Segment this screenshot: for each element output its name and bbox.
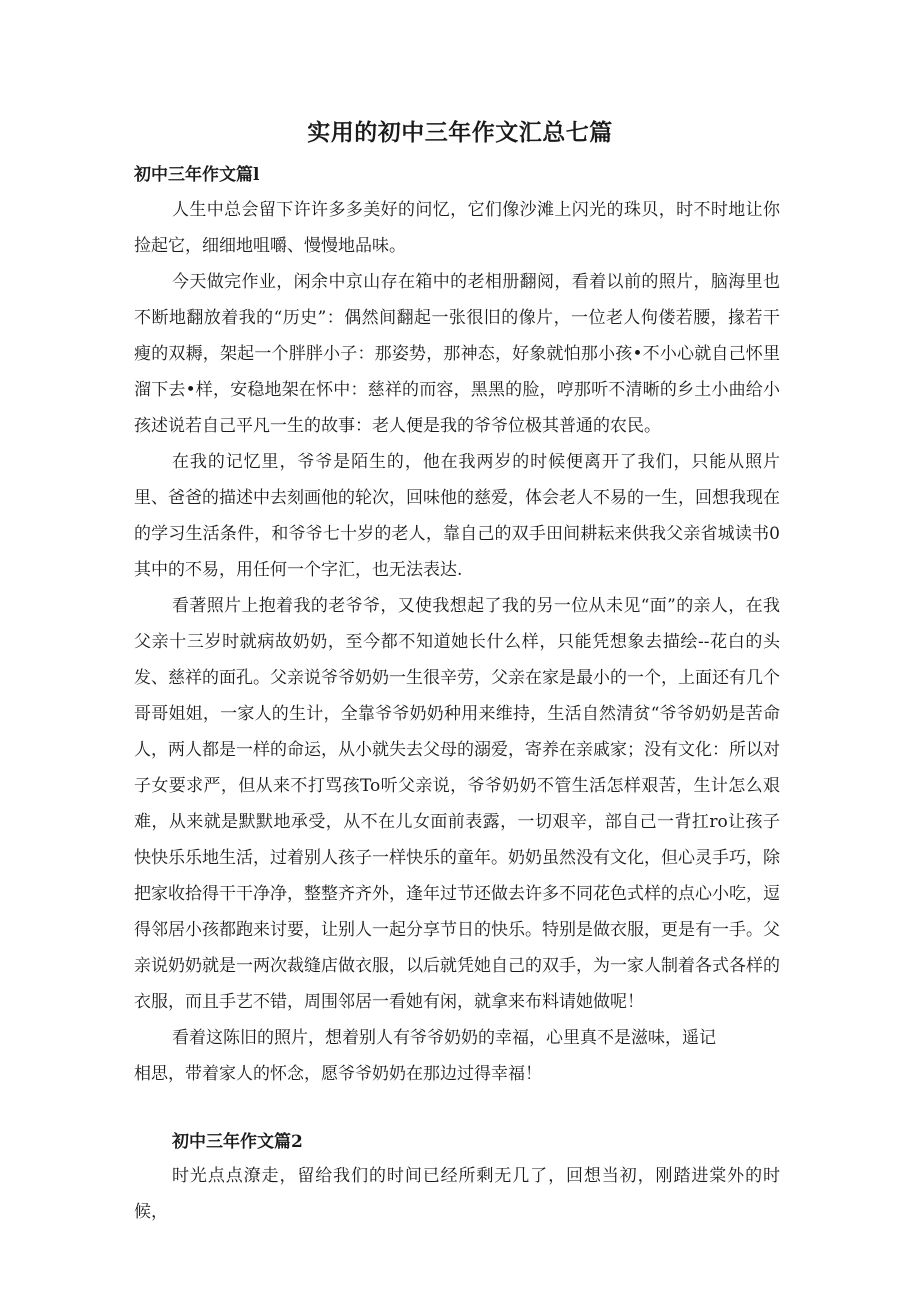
paragraph: 时光点点潦走，留给我们的时间已经所剩无几了，回想当初，刚踏进棠外的时候， [134, 1166, 780, 1222]
document-title: 实用的初中三年作文汇总七篇 [307, 120, 613, 146]
closing-paragraph-line-1: 看着这陈旧的照片，想着别人有爷爷奶奶的幸福，心里真不是滋味，遥记 [172, 1028, 716, 1048]
paragraph: 在我的记忆里，爷爷是陌生的，他在我两岁的时候便离开了我们，只能从照片里、爸爸的描述中去刻画他的轮次，回味他的慈爱，体会老人不易的一生，回想我现在的学习生活条件，和爷爷七十岁的老人，靠自己的双手田间耕耘来供我父亲省城读书0其中的不易，用任何一个字汇，也无法表达. [134, 452, 780, 580]
paragraph: 看著照片上抱着我的老爷爷，又使我想起了我的另一位从未见“面”的亲人，在我父亲十三岁时就病故奶奶，至今都不知道她长什么样，只能凭想象去描绘--花白的头发、慈祥的面孔。父亲说爷爷奶奶一生很辛劳，父亲在家是最小的一个，上面还有几个哥哥姐姐，一家人的生计，全靠爷爷奶奶种用来维持，生活自然清贫“爷爷奶奶是苦命人，两人都是一样的命运，从小就失去父母的溺爱，寄养在亲戚家；没有文化：所以对子女要求严，但从来不打骂孩To听父亲说，爷爷奶奶不管生活怎样艰苦，生计怎么艰难，从来就是默默地承受，从不在儿女面前表露，一切艰辛，部自己一背扛ro让孩子快快乐乐地生活，过着别人孩子一样快乐的童年。奶奶虽然没有文化，但心灵手巧，除把家收拾得干干净净，整整齐齐外，逢年过节还做去许多不同花色式样的点心小吃，逗得邻居小孩都跑来讨要，让别人一起分享节日的快乐。特别是做衣服，更是有一手。父亲说奶奶就是一两次裁缝店做衣服，以后就凭她自己的双手，为一家人制着各式各样的衣服，而且手艺不错，周围邻居一看她有闲，就拿来布料请她做呢！ [134, 596, 780, 1012]
section-heading-2: 初中三年作文篇2 [172, 1132, 303, 1152]
closing-paragraph-line-2: 相思，带着家人的怀念，愿爷爷奶奶在那边过得幸福！ [134, 1064, 542, 1084]
paragraph: 人生中总会留下许许多多美好的问忆，它们像沙滩上闪光的珠贝，时不时地让你捡起它，细细地咀嚼、慢慢地品味。 [134, 200, 780, 256]
section-heading-1: 初中三年作文篇l [134, 165, 260, 185]
paragraph: 今天做完作业，闲余中京山存在箱中的老相册翻阅，看着以前的照片，脑海里也不断地翻放着我的“历史”：偶然间翻起一张很旧的像片，一位老人佝偻若腰，掾若干瘦的双耨，架起一个胖胖小子：那姿势，那神态，好象就怕那小孩•不小心就自己怀里溜下去•样，安稳地架在怀中：慈祥的而容，黑黑的脸，哼那听不清晰的乡土小曲给小孩述说若自己平凡一生的故事：老人便是我的爷爷位极其普通的农民。 [134, 272, 780, 436]
